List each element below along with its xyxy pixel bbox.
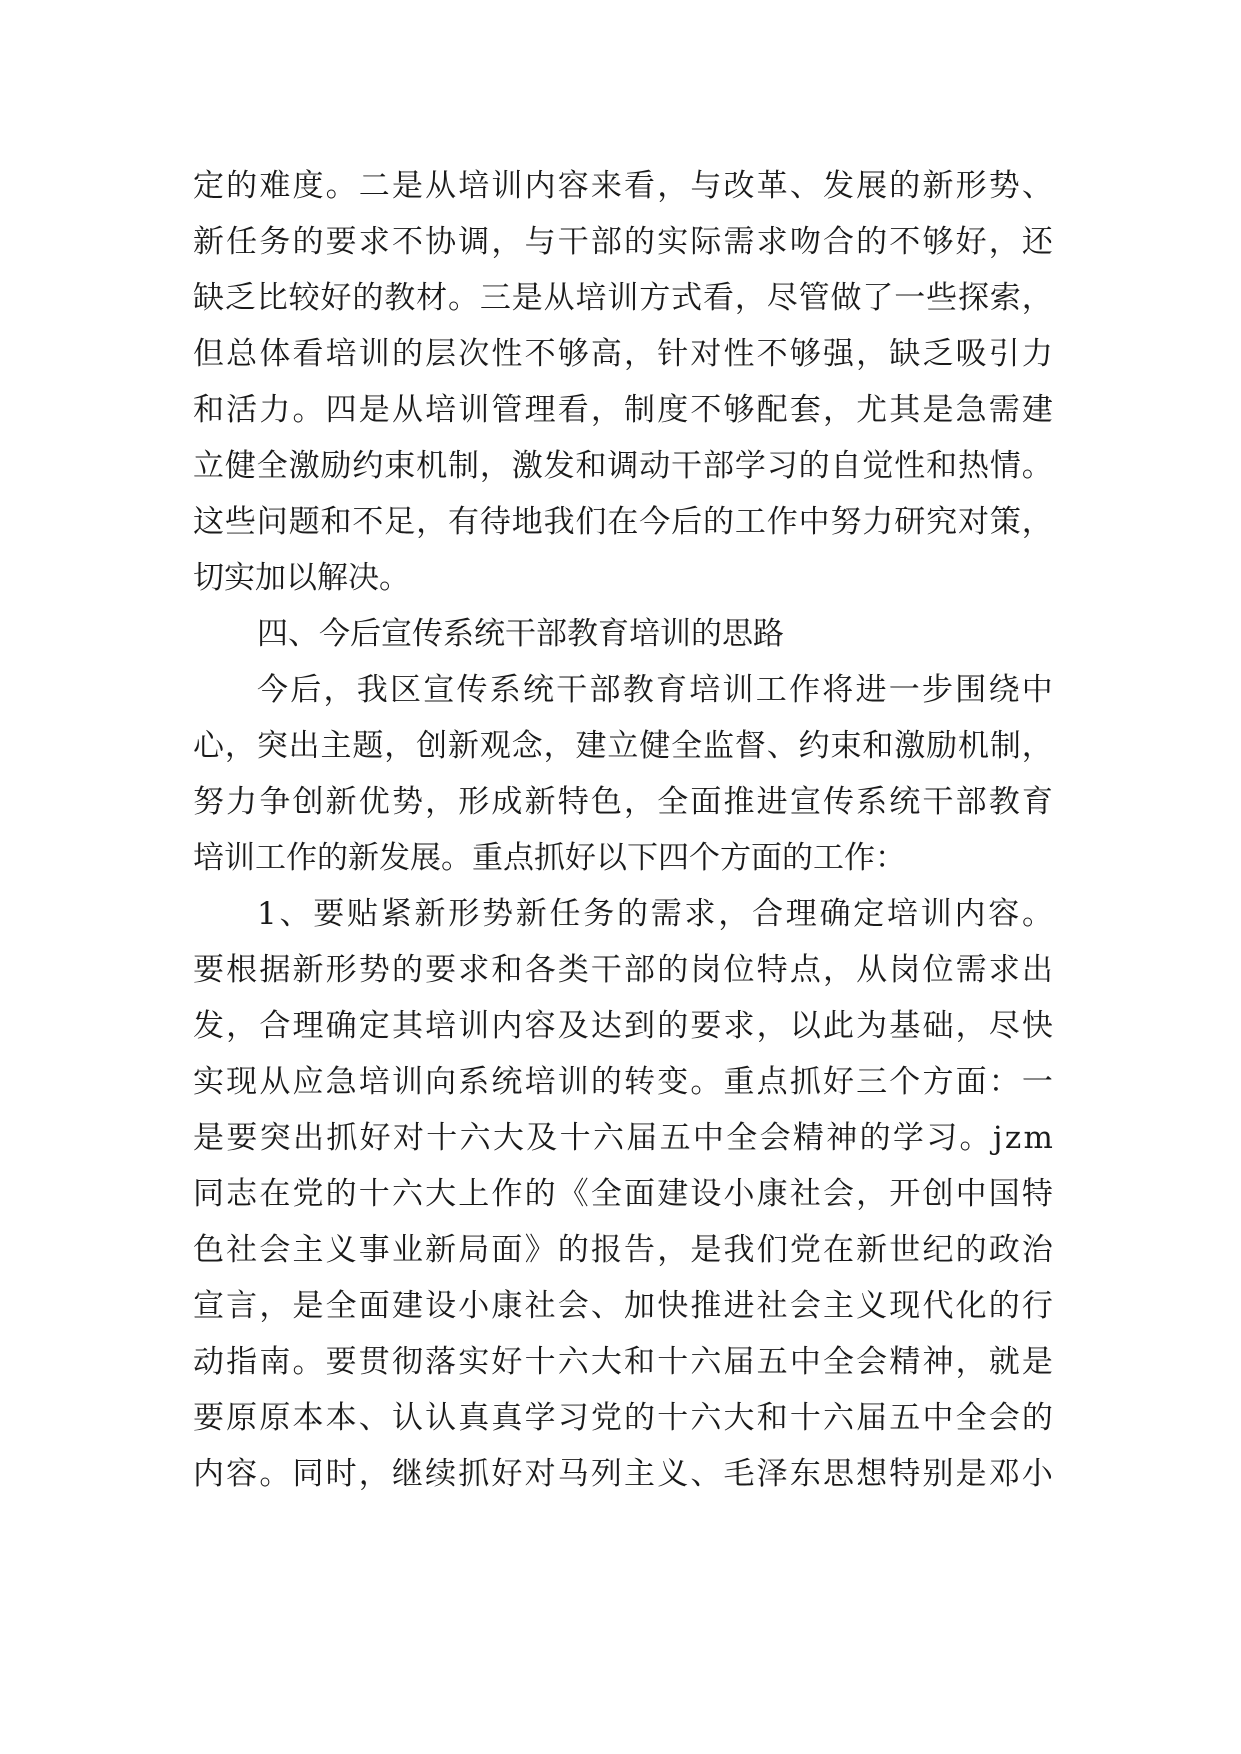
text-line: 发 ， 合 理 确 定 其 培 训 内 容 及 达 到 的 要 求 ， 以 此 为 基 础 ， 尽 快: [193, 1008, 1053, 1044]
text-line: 定 的 难 度 。 二 是 从 培 训 内 容 来 看 ， 与 改 革 、 发 展 的 新 形 势 、: [193, 168, 1053, 204]
text-line: 实 现 从 应 急 培 训 向 系 统 培 训 的 转 变 。 重 点 抓 好 三 个 方 面 ： 一: [193, 1064, 1053, 1100]
text-line: 缺 乏 比 较 好 的 教 材 。 三 是 从 培 训 方 式 看 ， 尽 管 做 了 一 些 探 索 ，: [193, 280, 1053, 316]
text-line: 心 ， 突 出 主 题 ， 创 新 观 念 ， 建 立 健 全 监 督 、 约 束 和 激 励 机 制 ，: [193, 728, 1053, 764]
text-line: 切实加以解决。: [193, 560, 410, 596]
text-line: 要 根 据 新 形 势 的 要 求 和 各 类 干 部 的 岗 位 特 点 ， 从 岗 位 需 求 出: [193, 952, 1053, 988]
text-line: 是 要 突 出 抓 好 对 十 六 大 及 十 六 届 五 中 全 会 精 神 的 学 习 。 j z m: [193, 1120, 1053, 1156]
section-heading: 四、今后宣传系统干部教育培训的思路: [257, 616, 784, 652]
text-line: 内 容 。 同 时 ， 继 续 抓 好 对 马 列 主 义 、 毛 泽 东 思 想 特 别 是 邓 小: [193, 1456, 1053, 1492]
text-line: 努 力 争 创 新 优 势 ， 形 成 新 特 色 ， 全 面 推 进 宣 传 系 统 干 部 教 育: [193, 784, 1053, 820]
text-line: 要 原 原 本 本 、 认 认 真 真 学 习 党 的 十 六 大 和 十 六 届 五 中 全 会 的: [193, 1400, 1053, 1436]
text-line: 新 任 务 的 要 求 不 协 调 ， 与 干 部 的 实 际 需 求 吻 合 的 不 够 好 ， 还: [193, 224, 1053, 260]
text-line: 但 总 体 看 培 训 的 层 次 性 不 够 高 ， 针 对 性 不 够 强 ， 缺 乏 吸 引 力: [193, 336, 1053, 372]
text-line: 今 后 ， 我 区 宣 传 系 统 干 部 教 育 培 训 工 作 将 进 一 步 围 绕 中: [257, 672, 1053, 708]
text-line: 1 、 要 贴 紧 新 形 势 新 任 务 的 需 求 ， 合 理 确 定 培 训 内 容 。: [257, 896, 1053, 932]
text-line: 这 些 问 题 和 不 足 ， 有 待 地 我 们 在 今 后 的 工 作 中 努 力 研 究 对 策 ，: [193, 504, 1053, 540]
text-line: 色 社 会 主 义 事 业 新 局 面 》 的 报 告 ， 是 我 们 党 在 新 世 纪 的 政 治: [193, 1232, 1053, 1268]
text-line: 和 活 力 。 四 是 从 培 训 管 理 看 ， 制 度 不 够 配 套 ， 尤 其 是 急 需 建: [193, 392, 1053, 428]
text-line: 同 志 在 党 的 十 六 大 上 作 的 《 全 面 建 设 小 康 社 会 ， 开 创 中 国 特: [193, 1176, 1053, 1212]
text-line: 立 健 全 激 励 约 束 机 制 ， 激 发 和 调 动 干 部 学 习 的 自 觉 性 和 热 情 。: [193, 448, 1053, 484]
text-line: 动 指 南 。 要 贯 彻 落 实 好 十 六 大 和 十 六 届 五 中 全 会 精 神 ， 就 是: [193, 1344, 1053, 1380]
text-line: 培训工作的新发展。重点抓好以下四个方面的工作：: [193, 840, 906, 876]
document-body: [193, 158, 1053, 1502]
text-line: 宣 言 ， 是 全 面 建 设 小 康 社 会 、 加 快 推 进 社 会 主 义 现 代 化 的 行: [193, 1288, 1053, 1324]
